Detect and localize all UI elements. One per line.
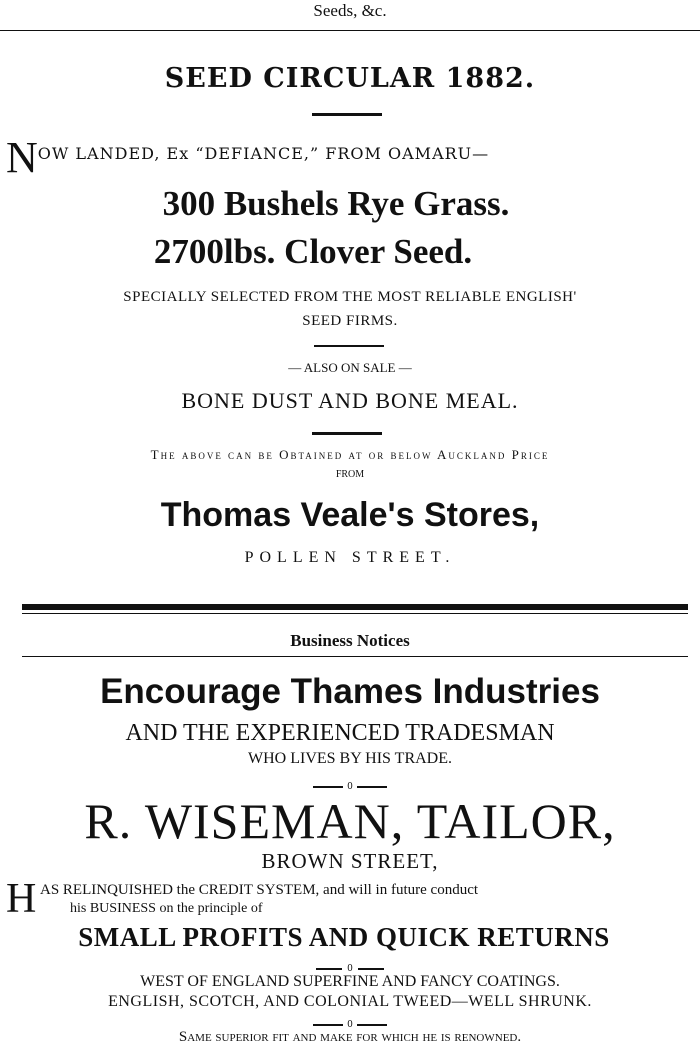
thin-section-rule <box>22 613 688 614</box>
rye-grass-line: 300 Bushels Rye Grass. <box>162 184 510 223</box>
header-rule <box>22 656 688 657</box>
ornament-circle: 0 <box>347 1020 353 1030</box>
ornament-circle: 0 <box>347 782 353 792</box>
has-relinquished-line2: his BUSINESS on the principle of <box>70 901 263 916</box>
experienced-tradesman-line: AND THE EXPERIENCED TRADESMAN <box>125 720 555 746</box>
bone-dust-line: BONE DUST AND BONE MEAL. <box>181 388 519 413</box>
pollen-street: POLLEN STREET. <box>244 549 456 566</box>
ornament-rule-right <box>357 1024 387 1026</box>
ornament-rule-right <box>358 968 384 970</box>
also-on-sale-line: — ALSO ON SALE — <box>288 360 412 375</box>
seed-circular-title: SEED CIRCULAR 1882. <box>164 63 536 94</box>
ornament-rule-right <box>357 786 387 788</box>
specially-selected-line: SPECIALLY SELECTED FROM THE MOST RELIABLE ENGLISH' <box>123 289 577 305</box>
from-line: FROM <box>335 469 365 480</box>
west-of-england-line: WEST OF ENGLAND SUPERFINE AND FANCY COATINGS. <box>140 973 560 990</box>
short-divider <box>312 113 382 116</box>
header-rule <box>0 30 700 31</box>
drop-cap-n: N <box>6 133 38 182</box>
has-relinquished-block <box>6 876 479 922</box>
section-header-business: Business Notices <box>290 631 410 650</box>
wiseman-name: R. WISEMAN, TAILOR, <box>84 793 616 849</box>
short-divider <box>314 345 384 347</box>
small-profits-motto: SMALL PROFITS AND QUICK RETURNS <box>78 922 610 952</box>
clover-seed-line: 2700lbs. Clover Seed. <box>153 232 473 271</box>
obtain-line: The above can be Obtained at or below Auckland Price <box>150 447 550 462</box>
section-header-seeds: Seeds, &c. <box>313 1 387 20</box>
encourage-headline: Encourage Thames Industries <box>100 672 600 711</box>
short-divider <box>312 432 382 435</box>
superior-fit-line: Same superior fit and make for which he is renowned. <box>178 1029 522 1045</box>
now-landed-text: OW LANDED, Ex “DEFIANCE,” FROM OAMARU— <box>37 144 490 163</box>
seed-firms-line: SEED FIRMS. <box>302 313 398 329</box>
has-relinquished-line1: AS RELINQUISHED the CREDIT SYSTEM, and will in future conduct <box>40 882 479 898</box>
now-landed-line <box>6 133 490 182</box>
heavy-section-rule <box>22 604 688 610</box>
brown-street: BROWN STREET, <box>261 849 439 873</box>
ornament-circle: 0 <box>347 964 353 974</box>
tweed-line: ENGLISH, SCOTCH, AND COLONIAL TWEED—WELL SHRUNK. <box>108 993 592 1010</box>
lives-by-trade-line: WHO LIVES BY HIS TRADE. <box>248 750 452 767</box>
drop-cap-h: H <box>6 876 37 922</box>
thomas-veale-stores: Thomas Veale's Stores, <box>160 496 540 534</box>
